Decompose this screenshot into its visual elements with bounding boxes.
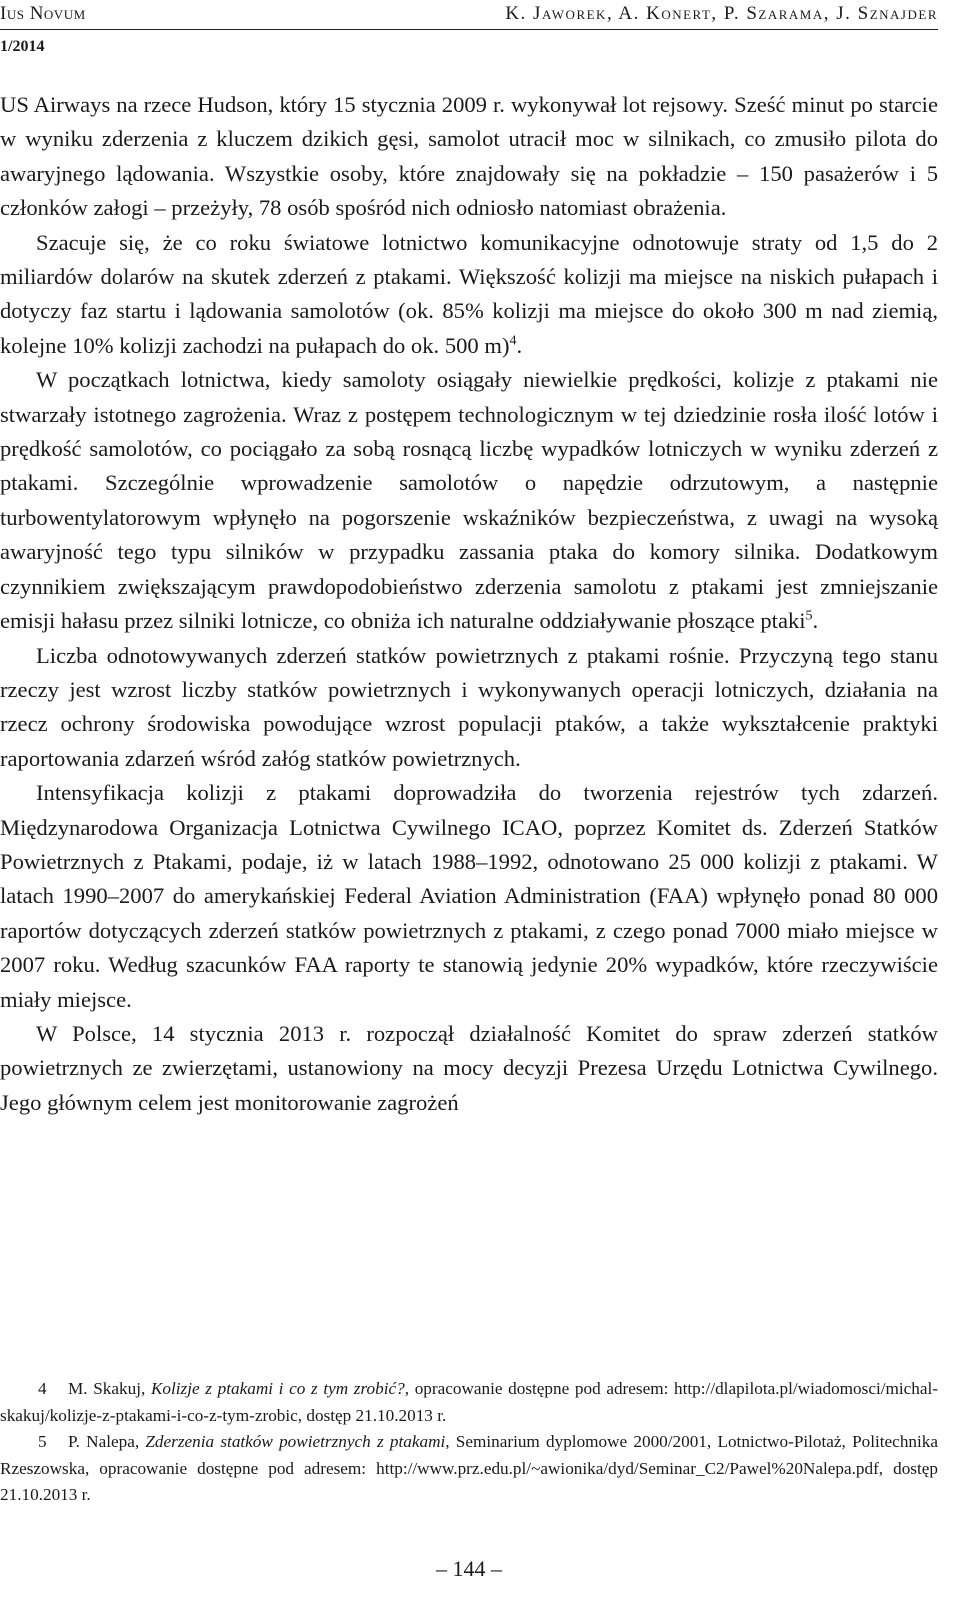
paragraph: Liczba odnotowywanych zderzeń statków powietrznych z ptakami rośnie. Przyczyną tego stanu rzeczy jest wzrost liczby statków powietrznych i wykonywanych operacji lotniczych, działania na rzecz ochrony środowiska powodujące wzrost populacji ptaków, a także wykształcenie praktyki raportowania zdarzeń wśród załóg statków powietrznych. <box>0 642 938 771</box>
paragraph-tail: . <box>516 332 523 358</box>
footnote-text: , Seminarium dyplomowe 2000/2001, Lotnictwo-Pilotaż, Politechnika Rzeszowska, opracowanie dostępne pod adresem: http://www.prz.edu.pl/~awionika/dyd/Seminar_C2/Pawel%20Nalepa.pdf, dostęp 21.10.2013 r. <box>0 1432 938 1504</box>
footnote-text: , opracowanie dostępne pod adresem: http://dlapilota.pl/wiadomosci/michal-skakuj/kolizje-z-ptakami-i-co-z-tym-zrobic, dostęp 21.10.2013 r. <box>0 1379 938 1425</box>
paragraph <box>0 226 938 364</box>
paragraph <box>0 363 938 638</box>
footnote-ref[interactable]: 5 <box>805 608 813 624</box>
footnote-number: 5 <box>38 1432 47 1451</box>
article-authors: K. Jaworek, A. Konert, P. Szarama, J. Sznajder <box>505 3 938 24</box>
article-body <box>0 88 938 1120</box>
footnote-title: Kolizje z ptakami i co z tym zrobić? <box>150 1379 405 1398</box>
page-number: – 144 – <box>436 1556 502 1581</box>
footnote-title: Zderzenia statków powietrznych z ptakami <box>145 1432 446 1451</box>
footnote-ref[interactable]: 4 <box>509 333 517 349</box>
running-head <box>0 0 938 30</box>
footnote-author: M. Skakuj, <box>68 1379 151 1398</box>
journal-title: Ius Novum <box>0 3 86 24</box>
paragraph-text: W początkach lotnictwa, kiedy samoloty osiągały niewielkie prędkości, kolizje z ptakami nie stwarzały istotnego zagrożenia. Wraz z postępem technologicznym w tej dziedzinie rosła ilość lotów i prędkość samolotów, co pociągało za sobą rosnącą liczbę wypadków lotniczych w wyniku zderzeń z ptakami. Szczególnie wprowadzenie samolotów o napędzie odrzutowym, a następnie turbowentylatorowym wpłynęło na pogorszenie wskaźników bezpieczeństwa, z uwagi na wysoką awaryjność tego typu silników w przypadku zassania ptaka do komory silnika. Dodatkowym czynnikiem zwiększającym prawdopodobieństwo zderzenia samolotu z ptakami jest zmniejszanie emisji hałasu przez silniki lotnicze, co obniża ich naturalne oddziaływanie płoszące ptaki <box>0 367 938 634</box>
footnote <box>0 1429 938 1509</box>
footnote-number: 4 <box>38 1379 47 1398</box>
footnote-author: P. Nalepa, <box>68 1432 146 1451</box>
paragraph: US Airways na rzece Hudson, który 15 stycznia 2009 r. wykonywał lot rejsowy. Sześć minut po starcie w wyniku zderzenia z kluczem dzikich gęsi, samolot utracił moc w silnikach, co zmusiło pilota do awaryjnego lądowania. Wszystkie osoby, które znajdowały się na pokładzie – 150 pasażerów i 5 członków załogi – przeżyły, 78 osób spośród nich odniosło natomiast obrażenia. <box>0 92 938 221</box>
footnotes <box>0 1376 938 1509</box>
paragraph: W Polsce, 14 stycznia 2013 r. rozpoczął działalność Komitet do spraw zderzeń statków powietrznych ze zwierzętami, ustanowiony na mocy decyzji Prezesa Urzędu Lotnictwa Cywilnego. Jego głównym celem jest monitorowanie zagrożeń <box>0 1020 938 1115</box>
issue-number: 1/2014 <box>0 38 45 55</box>
paragraph: Intensyfikacja kolizji z ptakami doprowadziła do tworzenia rejestrów tych zdarzeń. Międzynarodowa Organizacja Lotnictwa Cywilnego ICAO, poprzez Komitet ds. Zderzeń Statków Powietrznych z Ptakami, podaje, iż w latach 1988–1992, odnotowano 25 000 kolizji z ptakami. W latach 1990–2007 do amerykańskiej Federal Aviation Administration (FAA) wpłynęło ponad 80 000 raportów dotyczących zderzeń statków powietrznych z ptakami, z czego ponad 7000 miało miejsce w 2007 roku. Według szacunków FAA raporty te stanowią jedynie 20% wypadków, które rzeczywiście miały miejsce. <box>0 780 938 1012</box>
footnote <box>0 1376 938 1429</box>
paragraph-text: Szacuje się, że co roku światowe lotnictwo komunikacyjne odnotowuje straty od 1,5 do 2 miliardów dolarów na skutek zderzeń z ptakami. Większość kolizji ma miejsce na niskich pułapach i dotyczy faz startu i lądowania samolotów (ok. 85% kolizji ma miejsce do około 300 m nad ziemią, kolejne 10% kolizji zachodzi na pułapach do ok. 500 m) <box>0 229 938 358</box>
paragraph-tail: . <box>812 608 819 634</box>
